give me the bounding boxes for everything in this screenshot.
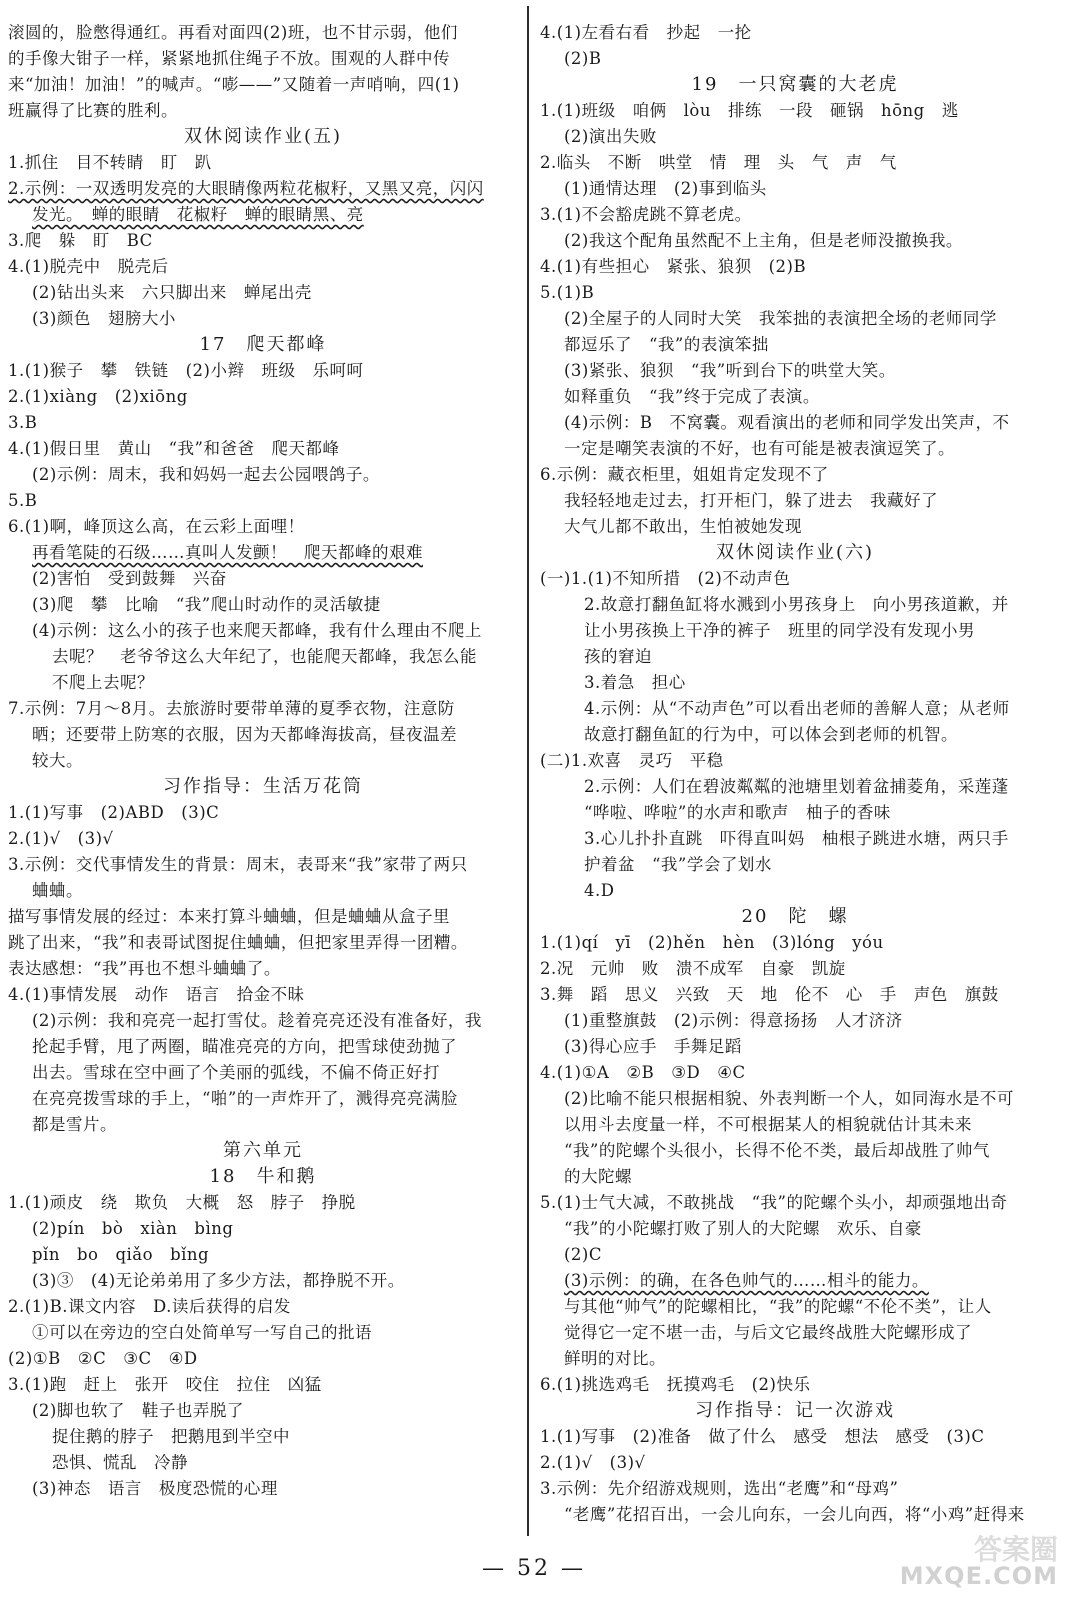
left-answer-line: 5.B xyxy=(8,491,38,510)
right-answer-line: 习作指导：记一次游戏 xyxy=(695,1400,895,1421)
right-answer-line: 1.(1)班级 咱俩 lòu 排练 一段 砸锅 hōng 逃 xyxy=(540,101,959,120)
left-answer-line: 2.(1)√ (3)√ xyxy=(8,829,114,848)
left-answer-line: (3)爬 攀 比喻 “我”爬山时动作的灵活敏捷 xyxy=(32,595,381,614)
right-answer-line: 双休阅读作业(六) xyxy=(715,542,875,563)
left-answer-line: 去呢？ 老爷爷这么大年纪了，也能爬天都峰，我怎么能 xyxy=(52,647,477,666)
left-answer-line: 2.(1)xiàng (2)xiōng xyxy=(8,387,188,406)
left-answer-line: 3.B xyxy=(8,413,38,432)
right-column xyxy=(540,20,1050,1528)
right-answer-line: 4.D xyxy=(584,881,615,900)
right-answer-line: 2.临头 不断 哄堂 情 理 头 气 声 气 xyxy=(540,153,897,172)
left-answer-line: (2)示例：周末，我和妈妈一起去公园喂鸽子。 xyxy=(32,465,380,484)
left-answer-line: 1.(1)写事 (2)ABD (3)C xyxy=(8,803,220,822)
right-answer-line: 6.(1)挑选鸡毛 抚摸鸡毛 (2)快乐 xyxy=(540,1375,811,1394)
right-answer-line: 20 陀 螺 xyxy=(741,906,849,927)
right-answer-line: (2)C xyxy=(564,1245,602,1264)
right-answer-line: (1)重整旗鼓 (2)示例：得意扬扬 人才济济 xyxy=(564,1011,903,1030)
page-number: — 52 — xyxy=(482,1556,586,1581)
right-answer-line: 护着盆 “我”学会了划水 xyxy=(584,855,772,874)
left-answer-line: 的手像大钳子一样，紧紧地抓住绳子不放。围观的人群中传 xyxy=(8,49,450,68)
column-divider xyxy=(527,6,529,1536)
left-answer-line: 2.(1)B.课文内容 D.读后获得的启发 xyxy=(8,1297,291,1316)
right-answer-line: 让小男孩换上干净的裤子 班里的同学没有发现小男 xyxy=(584,621,975,640)
left-answer-line: 3.(1)跑 赶上 张开 咬住 拉住 凶猛 xyxy=(8,1375,322,1394)
left-answer-line: 滚圆的，脸憋得通红。再看对面四(2)班，也不甘示弱，他们 xyxy=(8,23,458,42)
right-answer-line: 3.(1)不会豁虎跳不算老虎。 xyxy=(540,205,752,224)
right-answer-line: “哗啦、哗啦”的水声和歌声 柚子的香味 xyxy=(584,803,891,822)
right-answer-line: (1)通情达理 (2)事到临头 xyxy=(564,179,767,198)
right-answer-line: 4.示例：从“不动声色”可以看出老师的善解人意；从老师 xyxy=(584,699,1010,718)
left-answer-line: 都是雪片。 xyxy=(32,1115,117,1134)
left-answer-line: (2)pín bò xiàn bìng xyxy=(32,1219,234,1238)
left-column xyxy=(8,20,518,1502)
left-answer-line: pǐn bo qiǎo bǐng xyxy=(32,1245,210,1264)
left-answer-line: (2)①B ②C ③C ④D xyxy=(8,1349,198,1368)
right-answer-line: 3.着急 担心 xyxy=(584,673,686,692)
left-answer-line: 17 爬天都峰 xyxy=(199,334,327,355)
watermark-chinese: 答案圈 xyxy=(973,1533,1058,1566)
left-answer-line: 捉住鹅的脖子 把鹅甩到半空中 xyxy=(52,1427,290,1446)
left-answer-line: 4.(1)事情发展 动作 语言 拾金不昧 xyxy=(8,985,305,1004)
right-answer-line: 我轻轻地走过去，打开柜门，躲了进去 我藏好了 xyxy=(564,491,938,510)
right-answer-line: 3.示例：先介绍游戏规则，选出“老鹰”和“母鸡” xyxy=(540,1479,899,1498)
left-answer-line: 发光。 蝉的眼睛 花椒籽 蝉的眼睛黑、亮 xyxy=(32,205,364,224)
right-answer-line: 如释重负 “我”终于完成了表演。 xyxy=(564,387,820,406)
right-answer-line: 都逗乐了 “我”的表演笨拙 xyxy=(564,335,769,354)
left-answer-line: 班赢得了比赛的胜利。 xyxy=(8,101,178,120)
right-answer-line: 19 一只窝囊的大老虎 xyxy=(691,74,899,95)
right-answer-line: 5.(1)B xyxy=(540,283,595,302)
left-answer-line: 1.(1)顽皮 绕 欺负 大概 怒 脖子 挣脱 xyxy=(8,1193,356,1212)
right-answer-line: 的大陀螺 xyxy=(564,1167,632,1186)
left-answer-line: 较大。 xyxy=(32,751,83,770)
right-answer-line: 故意打翻鱼缸的行为中，可以体会到老师的机智。 xyxy=(584,725,958,744)
left-answer-line: 4.(1)假日里 黄山 “我”和爸爸 爬天都峰 xyxy=(8,439,340,458)
left-answer-line: (2)脚也软了 鞋子也弄脱了 xyxy=(32,1401,244,1420)
left-answer-line: 4.(1)脱壳中 脱壳后 xyxy=(8,257,169,276)
right-answer-line: (4)示例：B 不窝囊。观看演出的老师和同学发出笑声，不 xyxy=(564,413,1010,432)
right-answer-line: (2)比喻不能只根据相貌、外表判断一个人，如同海水是不可 xyxy=(564,1089,1014,1108)
left-answer-line: 双休阅读作业(五) xyxy=(183,126,343,147)
left-answer-line: 描写事情发展的经过：本来打算斗蛐蛐，但是蛐蛐从盒子里 xyxy=(8,907,450,926)
right-answer-line: (2)B xyxy=(564,49,602,68)
left-answer-line: (4)示例：这么小的孩子也来爬天都峰，我有什么理由不爬上 xyxy=(32,621,482,640)
left-answer-line: 1.抓住 目不转睛 盯 趴 xyxy=(8,153,212,172)
right-answer-line: (3)示例：的确，在各色帅气的……相斗的能力。 xyxy=(564,1271,929,1290)
left-answer-line: 习作指导：生活万花筒 xyxy=(163,776,363,797)
left-answer-line: 晒；还要带上防寒的衣服，因为天都峰海拔高，昼夜温差 xyxy=(32,725,457,744)
right-answer-line: (2)演出失败 xyxy=(564,127,657,146)
left-answer-line: 来“加油！加油！”的喊声。“嘭——”又随着一声哨响，四(1) xyxy=(8,75,460,94)
left-answer-line: (2)钻出头来 六只脚出来 蝉尾出壳 xyxy=(32,283,312,302)
left-answer-line: 表达感想：“我”再也不想斗蛐蛐了。 xyxy=(8,959,281,978)
left-answer-line: 蛐蛐。 xyxy=(32,881,83,900)
right-answer-line: “我”的陀螺个头很小，长得不伦不类，最后却战胜了帅气 xyxy=(564,1141,990,1160)
right-answer-line: 以用斗去度量一样，不可根据某人的相貌就估计其未来 xyxy=(564,1115,972,1134)
left-answer-line: 6.(1)啊，峰顶这么高，在云彩上面哩！ xyxy=(8,517,305,536)
right-answer-line: 4.(1)左看右看 抄起 一抡 xyxy=(540,23,752,42)
left-answer-line: 恐惧、慌乱 冷静 xyxy=(52,1453,188,1472)
right-answer-line: 2.况 元帅 败 溃不成军 自豪 凯旋 xyxy=(540,959,846,978)
left-answer-line: ①可以在旁边的空白处简单写一写自己的批语 xyxy=(32,1323,372,1342)
right-answer-line: 4.(1)有些担心 紧张、狼狈 (2)B xyxy=(540,257,807,276)
left-answer-line: 3.爬 躲 盯 BC xyxy=(8,231,153,250)
left-answer-line: (3)颜色 翅膀大小 xyxy=(32,309,176,328)
left-answer-line: 2.示例：一双透明发亮的大眼睛像两粒花椒籽，又黑又亮，闪闪 xyxy=(8,179,484,198)
right-answer-line: (二)1.欢喜 灵巧 平稳 xyxy=(540,751,724,770)
right-answer-line: 1.(1)qí yī (2)hěn hèn (3)lóng yóu xyxy=(540,933,884,952)
left-answer-line: 再看笔陡的石级……真叫人发颤！ 爬天都峰的艰难 xyxy=(32,543,423,562)
watermark xyxy=(868,1528,1058,1594)
right-answer-line: (2)全屋子的人同时大笑 我笨拙的表演把全场的老师同学 xyxy=(564,309,997,328)
right-answer-line: 孩的窘迫 xyxy=(584,647,652,666)
left-answer-line: 出去。雪球在空中画了个美丽的弧线，不偏不倚正好打 xyxy=(32,1063,440,1082)
right-answer-line: 鲜明的对比。 xyxy=(564,1349,666,1368)
right-answer-line: 2.故意打翻鱼缸将水溅到小男孩身上 向小男孩道歉，并 xyxy=(584,595,1009,614)
right-answer-line: 与其他“帅气”的陀螺相比，“我”的陀螺“不伦不类”，让人 xyxy=(564,1297,992,1316)
right-answer-line: 4.(1)①A ②B ③D ④C xyxy=(540,1063,746,1082)
left-answer-line: 7.示例：7月～8月。去旅游时要带单薄的夏季衣物，注意防 xyxy=(8,699,455,718)
right-answer-line: “老鹰”花招百出，一会儿向东，一会儿向西，将“小鸡”赶得来 xyxy=(564,1505,1025,1524)
right-answer-line: 5.(1)士气大减，不敢挑战 “我”的陀螺个头小，却顽强地出奇 xyxy=(540,1193,1008,1212)
right-answer-line: 一定是嘲笑表演的不好，也有可能是被表演逗笑了。 xyxy=(564,439,955,458)
right-answer-line: 2.(1)√ (3)√ xyxy=(540,1453,646,1472)
left-answer-line: 跳了出来，“我”和表哥试图捉住蛐蛐，但把家里弄得一团糟。 xyxy=(8,933,468,952)
left-answer-line: 在亮亮拨雪球的手上，“啪”的一声炸开了，溅得亮亮满脸 xyxy=(32,1089,458,1108)
left-answer-line: 抡起手臂，甩了两圈，瞄准亮亮的方向，把雪球使劲抛了 xyxy=(32,1037,457,1056)
left-answer-line: (2)害怕 受到鼓舞 兴奋 xyxy=(32,569,227,588)
right-answer-line: 1.(1)写事 (2)准备 做了什么 感受 想法 感受 (3)C xyxy=(540,1427,985,1446)
right-answer-line: (3)紧张、狼狈 “我”听到台下的哄堂大笑。 xyxy=(564,361,896,380)
right-answer-line: 3.舞 蹈 思义 兴致 天 地 伦不 心 手 声色 旗鼓 xyxy=(540,985,999,1004)
right-answer-line: (3)得心应手 手舞足蹈 xyxy=(564,1037,742,1056)
right-answer-line: 6.示例：藏衣柜里，姐姐肯定发现不了 xyxy=(540,465,829,484)
right-answer-line: 3.心儿扑扑直跳 吓得直叫妈 柚根子跳进水塘，两只手 xyxy=(584,829,1009,848)
left-answer-line: 不爬上去呢？ xyxy=(52,673,154,692)
right-answer-line: 2.示例：人们在碧波粼粼的池塘里划着盆捕菱角，采莲蓬 xyxy=(584,777,1009,796)
watermark-url: MXQE.COM xyxy=(899,1562,1058,1590)
left-answer-line: (3)③ (4)无论弟弟用了多少方法，都挣脱不开。 xyxy=(32,1271,405,1290)
right-answer-line: (2)我这个配角虽然配不上主角，但是老师没撤换我。 xyxy=(564,231,963,250)
left-answer-line: 3.示例：交代事情发生的背景：周末，表哥来“我”家带了两只 xyxy=(8,855,468,874)
left-answer-line: 1.(1)猴子 攀 铁链 (2)小辫 班级 乐呵呵 xyxy=(8,361,364,380)
left-answer-line: 第六单元 xyxy=(223,1140,303,1161)
right-answer-line: “我”的小陀螺打败了别人的大陀螺 欢乐、自豪 xyxy=(564,1219,922,1238)
left-answer-line: (2)示例：我和亮亮一起打雪仗。趁着亮亮还没有准备好，我 xyxy=(32,1011,482,1030)
right-answer-line: 觉得它一定不堪一击，与后文它最终战胜大陀螺形成了 xyxy=(564,1323,972,1342)
left-answer-line: 18 牛和鹅 xyxy=(209,1166,317,1187)
right-answer-line: (一)1.(1)不知所措 (2)不动声色 xyxy=(540,569,791,588)
left-answer-line: (3)神态 语言 极度恐慌的心理 xyxy=(32,1479,278,1498)
right-answer-line: 大气儿都不敢出，生怕被她发现 xyxy=(564,517,802,536)
